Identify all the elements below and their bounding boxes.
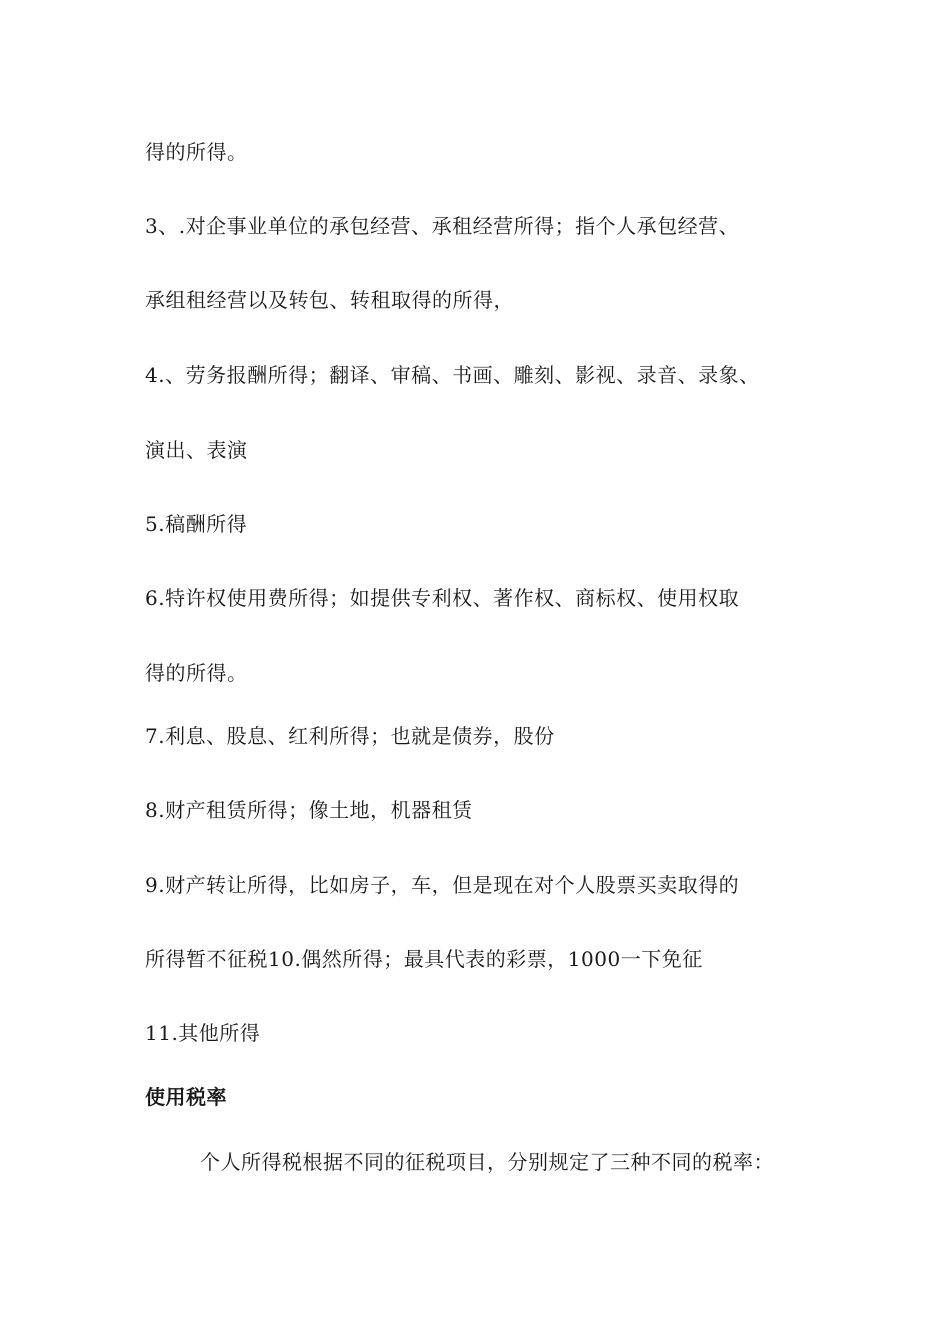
text-line: 7.利息、股息、红利所得；也就是债券，股份 (145, 724, 555, 748)
text-line: 演出、表演 (145, 438, 248, 462)
text-line: 所得暂不征税10.偶然所得；最具代表的彩票，1000一下免征 (145, 947, 703, 971)
text-line: 得的所得。 (145, 661, 248, 685)
text-line: 承组租经营以及转包、转租取得的所得， (145, 288, 514, 312)
text-line: 6.特许权使用费所得；如提供专利权、著作权、商标权、使用权取 (145, 586, 740, 610)
text-line: 9.财产转让所得，比如房子，车，但是现在对个人股票买卖取得的 (145, 873, 740, 897)
text-line: 得的所得。 (145, 140, 248, 164)
section-heading: 使用税率 (145, 1085, 227, 1109)
text-line: 3、.对企事业单位的承包经营、承租经营所得；指个人承包经营、 (145, 214, 740, 238)
intro-paragraph: 个人所得税根据不同的征税项目，分别规定了三种不同的税率： (200, 1150, 774, 1174)
text-line: 4.、劳务报酬所得；翻译、审稿、书画、雕刻、影视、录音、录象、 (145, 363, 760, 387)
text-line: 5.稿酬所得 (145, 512, 248, 536)
text-line: 8.财产租赁所得；像土地，机器租赁 (145, 798, 473, 822)
text-line: 11.其他所得 (145, 1021, 261, 1045)
